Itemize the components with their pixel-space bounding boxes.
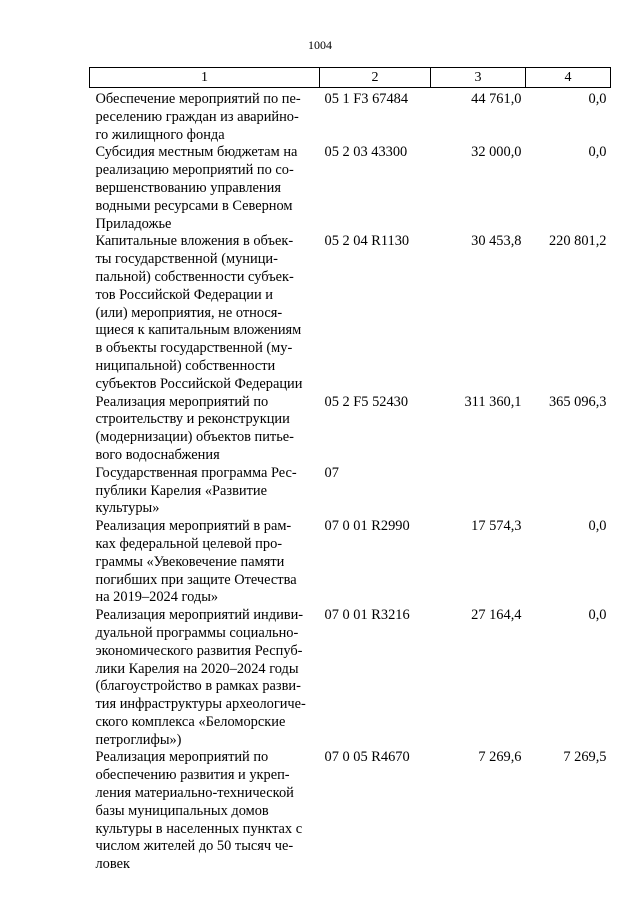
row-name-line: обеспечению развития и укреп- xyxy=(95,767,290,784)
row-name-line: водными ресурсами в Северном xyxy=(95,197,293,214)
row-value-1-cell: 311 360,1 xyxy=(464,393,522,410)
row-value-2-cell: 7 269,5 xyxy=(563,749,607,766)
row-name-line: числом жителей до 50 тысяч че- xyxy=(95,838,294,855)
row-name-line: Реализация мероприятий по xyxy=(95,393,269,410)
row-name-line: дуальной программы социально- xyxy=(95,624,299,641)
row-value-2-cell: 220 801,2 xyxy=(548,233,607,250)
table-row xyxy=(90,144,611,233)
table-row xyxy=(90,749,611,874)
row-name-line: лики Карелия на 2020–2024 годы xyxy=(95,660,299,677)
row-value-1-cell: 44 761,0 xyxy=(471,91,522,107)
table-row xyxy=(90,233,611,393)
row-code-cell: 07 0 05 R4670 xyxy=(324,749,410,766)
table-row xyxy=(90,394,611,465)
header-col-4: 4 xyxy=(526,68,611,88)
table-row xyxy=(90,518,611,607)
row-name-line: Субсидия местным бюджетам на xyxy=(95,144,298,161)
row-name-line: тия инфраструктуры археологиче- xyxy=(95,696,306,713)
row-name-line: базы муниципальных домов xyxy=(95,802,269,819)
row-name-line: реализацию мероприятий по со- xyxy=(95,162,294,179)
row-code-cell: 05 2 F5 52430 xyxy=(324,393,409,410)
row-name-line: вого водоснабжения xyxy=(95,446,220,463)
row-name-line: Реализация мероприятий индиви- xyxy=(95,607,304,624)
row-value-2-cell: 0,0 xyxy=(588,607,607,624)
row-name-line: публики Карелия «Развитие xyxy=(95,482,267,499)
row-name-line: вершенствованию управления xyxy=(95,179,281,196)
row-name-line: ского комплекса «Беломорские xyxy=(95,713,286,730)
row-name-line: Капитальные вложения в объек- xyxy=(95,233,294,250)
row-value-1-cell: 17 574,3 xyxy=(471,518,522,535)
row-name-line: Обеспечение мероприятий по пе- xyxy=(95,91,301,107)
row-name-cell xyxy=(90,749,320,874)
table-row xyxy=(90,465,611,518)
row-name-line: Реализация мероприятий по xyxy=(95,749,269,766)
row-name-line: тов Российской Федерации и xyxy=(95,286,273,303)
header-col-1: 1 xyxy=(90,68,320,88)
table-row xyxy=(90,88,611,145)
row-name-cell xyxy=(90,394,320,465)
row-name-line: экономического развития Респуб- xyxy=(95,642,303,659)
row-value-2-cell xyxy=(526,465,611,518)
row-name-line: петроглифы») xyxy=(95,731,182,748)
row-name-line: в объекты государственной (му- xyxy=(95,340,293,357)
row-code-cell: 05 2 03 43300 xyxy=(324,144,408,161)
header-col-3: 3 xyxy=(431,68,526,88)
row-name-line: Реализация мероприятий в рам- xyxy=(95,518,292,535)
table-body xyxy=(90,88,611,875)
budget-table xyxy=(89,67,611,874)
row-name-line: го жилищного фонда xyxy=(95,126,225,143)
row-value-1-cell: 32 000,0 xyxy=(471,144,522,161)
page-number: 1004 xyxy=(308,38,332,52)
row-value-1-cell: 30 453,8 xyxy=(471,233,522,250)
row-name-line: Приладожье xyxy=(95,215,172,232)
row-name-line: ления материально-технической xyxy=(95,785,294,802)
row-name-line: на 2019–2024 годы» xyxy=(95,589,219,606)
row-name-line: пальной) собственности субъек- xyxy=(95,268,294,285)
row-value-1-cell: 27 164,4 xyxy=(471,607,522,624)
row-name-cell xyxy=(90,144,320,233)
row-name-line: ниципальной) собственности xyxy=(95,357,276,374)
row-name-line: щиеся к капитальным вложениям xyxy=(95,322,302,339)
row-name-line: Государственная программа Рес- xyxy=(95,464,297,481)
row-name-cell xyxy=(90,607,320,749)
row-name-cell xyxy=(90,465,320,518)
table-header xyxy=(90,68,611,88)
row-name-line: (модернизации) объектов питье- xyxy=(95,429,294,446)
row-name-line: реселению граждан из аварийно- xyxy=(95,108,299,125)
row-name-line: ках федеральной целевой про- xyxy=(95,535,283,552)
row-name-line: субъектов Российской Федерации xyxy=(95,375,303,392)
row-name-line: культуры» xyxy=(95,500,160,517)
row-value-2-cell: 365 096,3 xyxy=(548,393,607,410)
table-row xyxy=(90,607,611,749)
row-value-2-cell: 0,0 xyxy=(588,144,607,161)
row-code-cell: 07 xyxy=(324,464,339,481)
row-name-line: ловек xyxy=(95,856,130,873)
row-value-2-cell: 0,0 xyxy=(588,91,607,107)
row-value-2-cell: 0,0 xyxy=(588,518,607,535)
row-value-1-cell: 7 269,6 xyxy=(478,749,522,766)
row-name-line: погибших при защите Отечества xyxy=(95,571,297,588)
row-name-line: строительству и реконструкции xyxy=(95,411,290,428)
row-name-cell xyxy=(90,88,320,145)
row-name-line: граммы «Увековечение памяти xyxy=(95,553,285,570)
header-col-2: 2 xyxy=(320,68,431,88)
row-name-cell xyxy=(90,518,320,607)
row-code-cell: 05 2 04 R1130 xyxy=(324,233,410,250)
row-value-1-cell xyxy=(431,465,526,518)
row-name-line: ты государственной (муници- xyxy=(95,251,278,268)
row-code-cell: 07 0 01 R2990 xyxy=(324,518,410,535)
row-code-cell: 07 0 01 R3216 xyxy=(324,607,410,624)
row-name-line: культуры в населенных пунктах с xyxy=(95,820,303,837)
row-code-cell: 05 1 F3 67484 xyxy=(324,91,409,107)
row-name-line: (или) мероприятия, не относя- xyxy=(95,304,283,321)
row-name-line: (благоустройство в рамках разви- xyxy=(95,678,301,695)
row-name-cell xyxy=(90,233,320,393)
